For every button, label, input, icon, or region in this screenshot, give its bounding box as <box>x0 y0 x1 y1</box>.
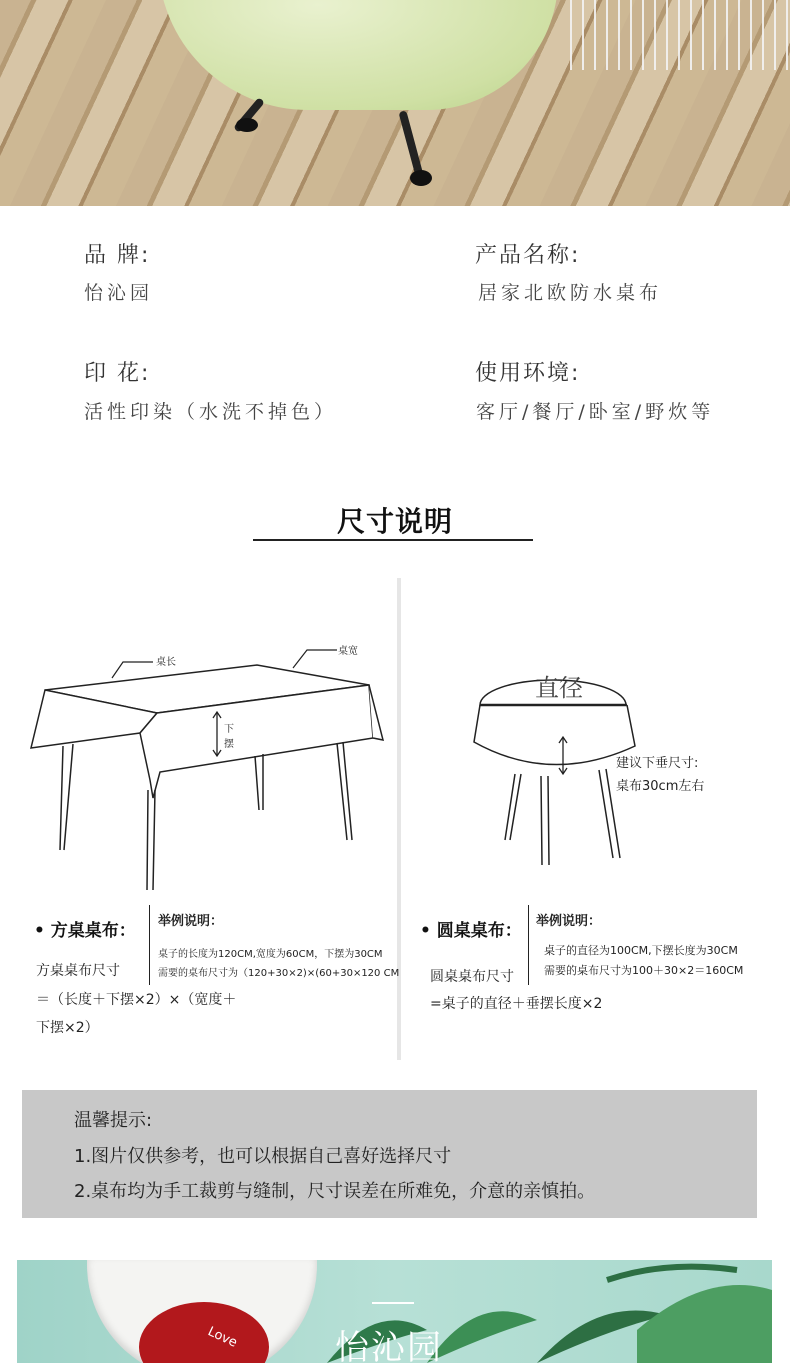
spec-brand-value: 怡沁园 <box>84 282 154 304</box>
round-title: • 圆桌桌布： <box>420 921 522 941</box>
square-formula-title: 方桌桌布尺寸 <box>36 963 120 979</box>
title-underline <box>253 539 533 541</box>
tablecloth-image <box>158 0 558 110</box>
drop-label-2: 摆 <box>224 739 234 750</box>
bottom-brand: 怡沁园 <box>335 1328 443 1363</box>
round-example-line2: 需要的桌布尺寸为100＋30×2＝160CM <box>544 964 744 977</box>
round-formula-line1: =桌子的直径＋垂摆长度×2 <box>430 996 603 1012</box>
table-length-label: 桌长 <box>156 657 176 668</box>
square-example-line1: 桌子的长度为120CM,宽度为60CM，下摆为30CM <box>158 949 383 960</box>
square-table-diagram <box>25 640 395 900</box>
square-formula-line2: 下摆×2） <box>36 1020 99 1036</box>
square-example-line2: 需要的桌布尺寸为（120+30×2)×(60+30×120 CM <box>158 968 400 979</box>
spec-product-label: 产品名称: <box>475 243 581 268</box>
tip-item: 2.桌布均为手工裁剪与缝制，尺寸误差在所难免，介意的亲慎拍。 <box>74 1181 596 1202</box>
spec-env-label: 使用环境: <box>475 361 581 386</box>
square-title: • 方桌桌布： <box>34 921 136 941</box>
tips-box <box>22 1090 757 1218</box>
table-width-label: 桌宽 <box>338 646 358 657</box>
square-example-title: 举例说明： <box>158 914 224 929</box>
spec-print-label: 印 花: <box>84 361 151 386</box>
spec-brand-label: 品 牌: <box>84 243 151 268</box>
bottom-photo <box>17 1260 772 1363</box>
round-example-divider <box>528 905 529 985</box>
round-formula-title: 圆桌桌布尺寸 <box>430 969 514 985</box>
size-section-title: 尺寸说明 <box>336 505 453 538</box>
spec-env-value: 客厅/餐厅/卧室/野炊等 <box>476 401 715 423</box>
spec-product-value: 居家北欧防水桌布 <box>478 282 663 304</box>
table-foot <box>410 170 432 186</box>
table-foot <box>236 118 258 132</box>
tip-item: 1.图片仅供参考，也可以根据自己喜好选择尺寸 <box>74 1146 452 1167</box>
spec-print-value: 活性印染（水洗不掉色） <box>84 401 338 423</box>
round-example-line1: 桌子的直径为100CM,下摆长度为30CM <box>544 944 738 957</box>
square-example-divider <box>149 905 150 985</box>
hero-photo <box>0 0 790 206</box>
drop-label-1: 下 <box>224 724 234 735</box>
round-example-title: 举例说明： <box>536 914 602 929</box>
chair-image <box>560 0 790 70</box>
square-formula-line1: ＝（长度＋下摆×2）×（宽度＋ <box>36 992 237 1008</box>
column-divider <box>397 578 401 1060</box>
diameter-label: 直径 <box>535 674 583 702</box>
brand-line <box>372 1302 414 1304</box>
cup-text: Love <box>205 1324 240 1351</box>
suggest-drop-line1: 建议下垂尺寸: <box>616 756 699 771</box>
tips-title: 温馨提示: <box>74 1110 153 1131</box>
suggest-drop-line2: 桌布30cm左右 <box>616 779 705 794</box>
